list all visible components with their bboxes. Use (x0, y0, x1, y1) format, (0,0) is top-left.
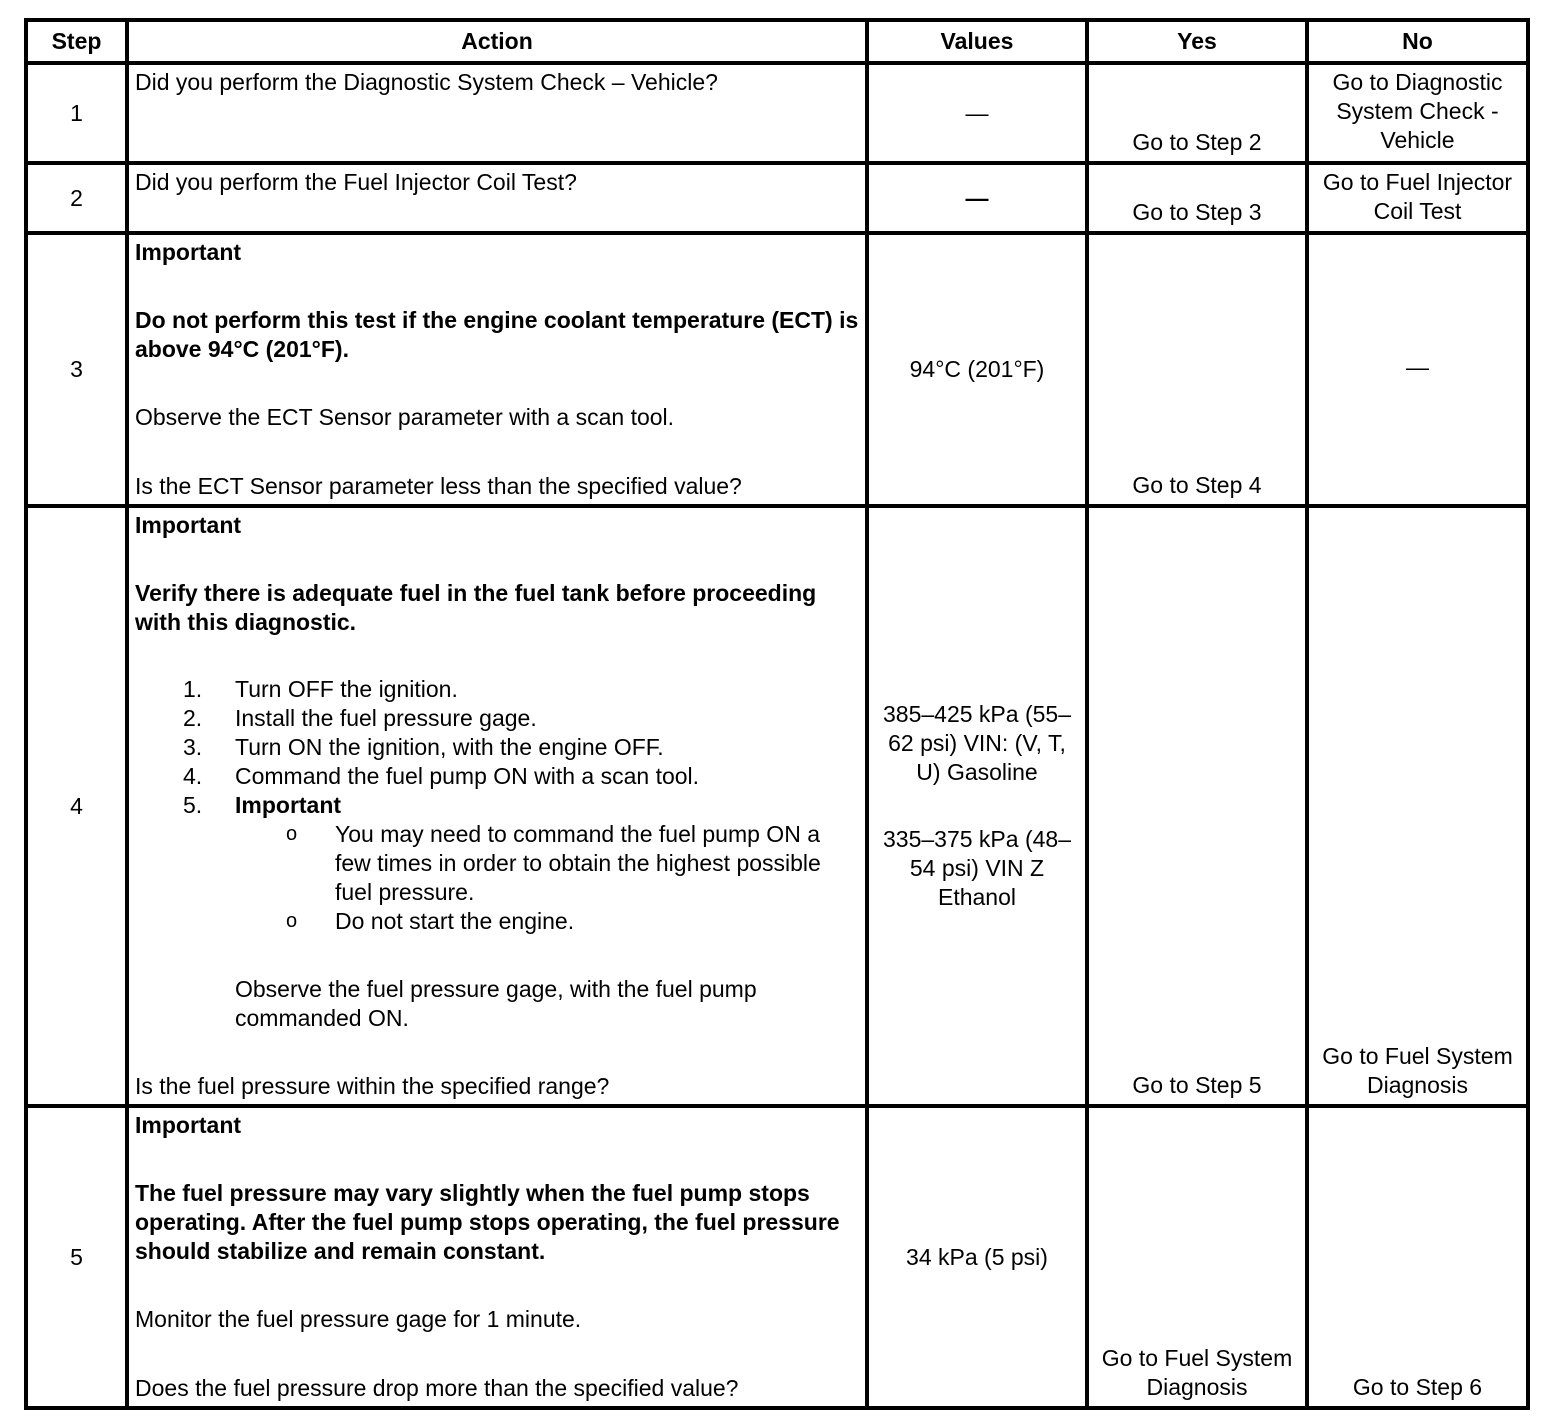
step-number: 2 (26, 163, 127, 233)
warning-text: Do not perform this test if the engine coolant temperature (ECT) is above 94°C (201°F). (135, 307, 859, 362)
value-cell: 34 kPa (5 psi) (867, 1106, 1087, 1408)
table-row (26, 233, 1528, 506)
yes-cell: Go to Fuel System Diagnosis (1087, 1106, 1307, 1408)
yes-cell: Go to Step 3 (1087, 163, 1307, 233)
yes-cell: Go to Step 5 (1087, 506, 1307, 1106)
yes-cell: Go to Step 2 (1087, 63, 1307, 163)
list-item: 1. Turn OFF the ignition. (183, 676, 458, 702)
header-yes: Yes (1087, 20, 1307, 63)
list-item: o Do not start the engine. (286, 908, 575, 934)
value-cell: — (867, 163, 1087, 233)
list-item: 3. Turn ON the ignition, with the engine OFF. (183, 734, 664, 760)
action-cell (127, 63, 867, 163)
observe-text: Observe the fuel pressure gage, with the fuel pump commanded ON. (235, 976, 757, 1031)
no-cell: Go to Diagnostic System Check - Vehicle (1307, 63, 1528, 163)
question-text: Is the fuel pressure within the specified range? (135, 1073, 610, 1099)
important-label: Important (135, 512, 242, 538)
value-cell: — (867, 63, 1087, 163)
no-cell: Go to Fuel System Diagnosis (1307, 506, 1528, 1106)
header-row (26, 20, 1528, 63)
step-number: 5 (26, 1106, 127, 1408)
header-no: No (1307, 20, 1528, 63)
no-cell: Go to Step 6 (1307, 1106, 1528, 1408)
action-text: Did you perform the Diagnostic System Check – Vehicle? (135, 69, 718, 95)
action-text: Did you perform the Fuel Injector Coil Test? (135, 169, 577, 195)
no-cell: — (1307, 233, 1528, 506)
step-number: 4 (26, 506, 127, 1106)
substep-list (135, 675, 859, 1033)
header-values: Values (867, 20, 1087, 63)
value-gasoline: 385–425 kPa (55–62 psi) VIN: (V, T, U) Gasoline (883, 701, 1071, 785)
table-row (26, 506, 1528, 1106)
list-item: o You may need to command the fuel pump ON a few times in order to obtain the highest possible fuel pressure. (286, 821, 821, 905)
header-action: Action (127, 20, 867, 63)
warning-text: Verify there is adequate fuel in the fuel tank before proceeding with this diagnostic. (135, 580, 817, 635)
no-cell: Go to Fuel Injector Coil Test (1307, 163, 1528, 233)
table-row (26, 63, 1528, 163)
instruction-text: Monitor the fuel pressure gage for 1 minute. (135, 1306, 582, 1332)
action-cell (127, 233, 867, 506)
warning-text: The fuel pressure may vary slightly when the fuel pump stops operating. After the fuel pump stops operating, the fuel pressure should stabilize and remain constant. (135, 1180, 840, 1264)
table-row (26, 163, 1528, 233)
list-item: 5. Important o You may need to command the fuel pump ON a few times in order to obtain the highest possible fuel pressure. o Do not start the engine. Observe the fuel pressure gage, with the fuel pump commanded ON. (135, 791, 859, 1033)
bullet-list (235, 820, 859, 936)
question-text: Does the fuel pressure drop more than the specified value? (135, 1375, 739, 1401)
value-cell (867, 506, 1087, 1106)
yes-cell: Go to Step 4 (1087, 233, 1307, 506)
value-cell: 94°C (201°F) (867, 233, 1087, 506)
important-label: Important (135, 1112, 242, 1138)
value-ethanol: 335–375 kPa (48–54 psi) VIN Z Ethanol (883, 826, 1071, 910)
important-label: Important (135, 239, 242, 265)
step-number: 3 (26, 233, 127, 506)
instruction-text: Observe the ECT Sensor parameter with a scan tool. (135, 404, 675, 430)
step-number: 1 (26, 63, 127, 163)
action-cell (127, 506, 867, 1106)
header-step: Step (26, 20, 127, 63)
list-item: 2. Install the fuel pressure gage. (183, 705, 537, 731)
table-row (26, 1106, 1528, 1408)
action-cell (127, 1106, 867, 1408)
question-text: Is the ECT Sensor parameter less than the specified value? (135, 473, 742, 499)
action-cell (127, 163, 867, 233)
diagnostic-table (24, 18, 1530, 1410)
list-item: 4. Command the fuel pump ON with a scan tool. (183, 763, 700, 789)
